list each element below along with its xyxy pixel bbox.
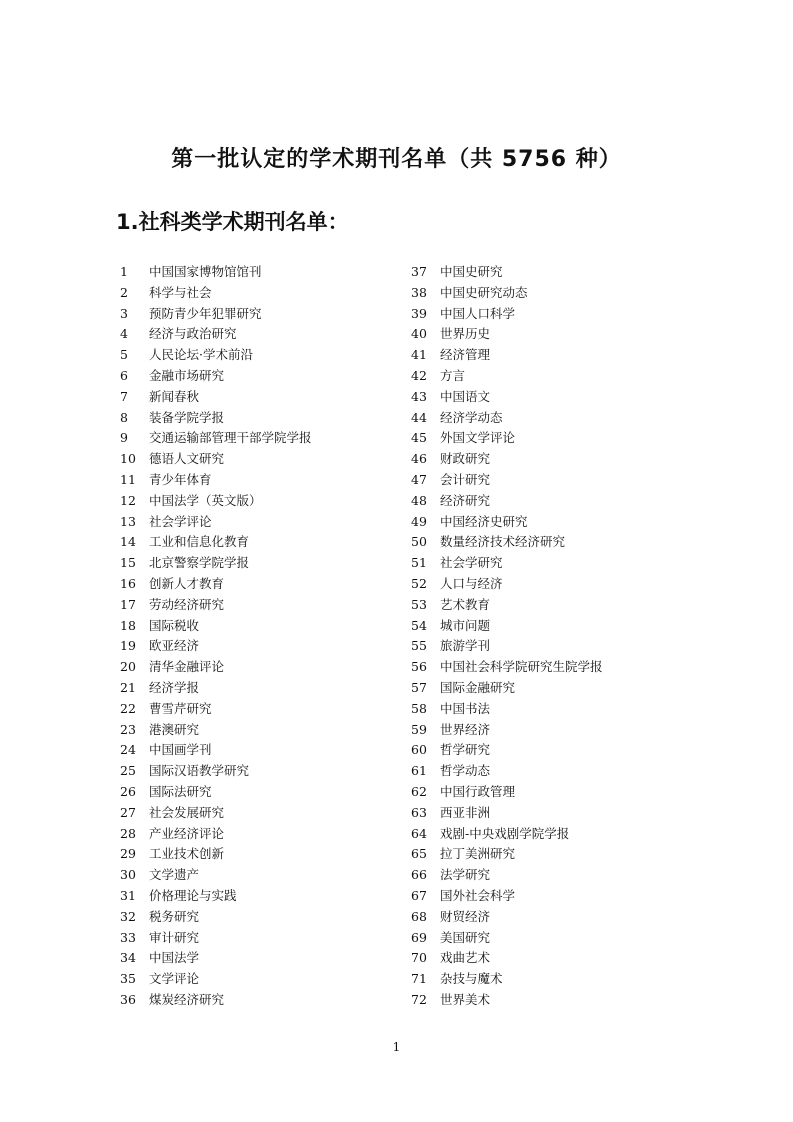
- journal-row: [120, 366, 312, 387]
- journal-number: 2: [120, 284, 128, 300]
- journal-number: 6: [120, 367, 128, 383]
- journal-name: 金融市场研究: [149, 367, 225, 383]
- journal-number: 8: [120, 409, 128, 425]
- journal-number: 61: [411, 763, 427, 779]
- journal-name: 北京警察学院学报: [149, 555, 250, 571]
- journal-row: [120, 990, 312, 1011]
- journal-number: 14: [120, 534, 136, 550]
- journal-name: 清华金融评论: [149, 659, 225, 675]
- journal-row: [411, 262, 603, 283]
- journal-name: 创新人才教育: [149, 575, 225, 591]
- journal-number: 29: [120, 846, 136, 862]
- journal-number: 58: [411, 700, 427, 716]
- journal-name: 装备学院学报: [149, 409, 225, 425]
- journal-row: [411, 283, 603, 304]
- journal-name: 文学遗产: [149, 867, 200, 883]
- journal-name: 欧亚经济: [149, 638, 200, 654]
- journal-name: 杂技与魔术: [440, 971, 503, 987]
- journal-number: 36: [120, 991, 136, 1007]
- journal-row: [411, 553, 603, 574]
- journal-name: 经济管理: [440, 347, 491, 363]
- journal-number: 12: [120, 492, 136, 508]
- journal-number: 69: [411, 929, 427, 945]
- journal-row: [411, 491, 603, 512]
- journal-number: 31: [120, 887, 136, 903]
- journal-number: 66: [411, 867, 427, 883]
- journal-row: [411, 990, 603, 1011]
- journal-number: 43: [411, 388, 427, 404]
- journal-row: [411, 512, 603, 533]
- journal-row: [411, 345, 603, 366]
- journal-row: [120, 304, 312, 325]
- journal-name: 中国国家博物馆馆刊: [149, 264, 262, 279]
- journal-number: 33: [120, 929, 136, 945]
- journal-row: [411, 782, 603, 803]
- journal-row: [411, 824, 603, 845]
- journal-row: [120, 699, 312, 720]
- journal-row: [120, 844, 312, 865]
- journal-row: [120, 678, 312, 699]
- journal-number: 59: [411, 721, 427, 737]
- journal-name: 国际汉语教学研究: [149, 763, 250, 779]
- journal-row: [411, 928, 603, 949]
- journal-number: 28: [120, 825, 136, 841]
- journal-name: 社会学评论: [149, 513, 212, 529]
- journal-name: 中国法学: [149, 950, 200, 966]
- journal-number: 3: [120, 305, 128, 321]
- journal-row: [411, 657, 603, 678]
- journal-row: [120, 324, 312, 345]
- journal-row: [411, 387, 603, 408]
- journal-name: 国外社会科学: [440, 887, 516, 903]
- journal-row: [120, 553, 312, 574]
- journal-name: 哲学研究: [440, 742, 491, 758]
- journal-row: [120, 824, 312, 845]
- journal-row: [120, 782, 312, 803]
- journal-number: 7: [120, 388, 128, 404]
- journal-row: [411, 886, 603, 907]
- journal-name: 新闻春秋: [149, 388, 200, 404]
- journal-name: 外国文学评论: [440, 430, 516, 446]
- journal-number: 30: [120, 867, 136, 883]
- journal-row: [120, 595, 312, 616]
- journal-name: 世界美术: [440, 991, 491, 1007]
- journal-number: 40: [411, 326, 427, 342]
- journal-row: [411, 595, 603, 616]
- journal-number: 27: [120, 804, 136, 820]
- journal-number: 48: [411, 492, 427, 508]
- journal-row: [120, 740, 312, 761]
- journal-number: 23: [120, 721, 136, 737]
- journal-number: 18: [120, 617, 136, 633]
- journal-name: 中国语文: [440, 388, 491, 404]
- journal-name: 中国书法: [440, 700, 491, 716]
- journal-number: 13: [120, 513, 136, 529]
- journal-row: [411, 948, 603, 969]
- journal-row: [411, 470, 603, 491]
- journal-number: 4: [120, 326, 128, 342]
- journal-row: [120, 345, 312, 366]
- journal-row: [120, 532, 312, 553]
- journal-name: 财贸经济: [440, 908, 491, 924]
- journal-row: [411, 720, 603, 741]
- journal-name: 德语人文研究: [149, 451, 225, 467]
- journal-number: 51: [411, 555, 427, 571]
- journal-row: [411, 636, 603, 657]
- journal-row: [120, 761, 312, 782]
- journal-name: 国际税收: [149, 617, 200, 633]
- journal-name: 工业和信息化教育: [149, 534, 250, 550]
- journal-number: 32: [120, 908, 136, 924]
- journal-number: 52: [411, 575, 427, 591]
- journal-number: 65: [411, 846, 427, 862]
- journal-number: 45: [411, 430, 427, 446]
- journal-name: 审计研究: [149, 929, 200, 945]
- journal-row: [411, 761, 603, 782]
- journal-row: [120, 948, 312, 969]
- journal-row: [120, 512, 312, 533]
- journal-name: 人民论坛·学术前沿: [149, 347, 253, 363]
- journal-row: [120, 720, 312, 741]
- journal-number: 56: [411, 659, 427, 675]
- journal-row: [120, 470, 312, 491]
- journal-row: [411, 428, 603, 449]
- journal-number: 62: [411, 783, 427, 799]
- journal-number: 47: [411, 471, 427, 487]
- journal-name: 方言: [440, 367, 466, 383]
- journal-number: 50: [411, 534, 427, 550]
- journal-row: [411, 740, 603, 761]
- journal-number: 9: [120, 430, 128, 446]
- journal-name: 经济学报: [149, 679, 200, 695]
- journal-name: 中国史研究: [440, 264, 503, 279]
- journal-number: 72: [411, 991, 427, 1007]
- journal-name: 中国画学刊: [149, 742, 212, 758]
- journal-number: 54: [411, 617, 427, 633]
- journal-row: [411, 803, 603, 824]
- journal-row: [411, 304, 603, 325]
- journal-number: 24: [120, 742, 136, 758]
- journal-name: 社会学研究: [440, 555, 503, 571]
- journal-number: 17: [120, 596, 136, 612]
- page-title: 第一批认定的学术期刊名单（共 5756 种）: [171, 147, 622, 172]
- journal-name: 工业技术创新: [149, 846, 225, 862]
- journal-name: 产业经济评论: [149, 825, 225, 841]
- journal-name: 哲学动态: [440, 763, 491, 779]
- journal-row: [411, 449, 603, 470]
- journal-number: 34: [120, 950, 136, 966]
- journal-name: 旅游学刊: [440, 638, 491, 654]
- journal-number: 64: [411, 825, 427, 841]
- journal-row: [120, 886, 312, 907]
- journal-list-right: [411, 262, 603, 1011]
- journal-name: 中国经济史研究: [440, 513, 528, 529]
- journal-number: 5: [120, 347, 128, 363]
- journal-number: 44: [411, 409, 427, 425]
- journal-name: 劳动经济研究: [149, 596, 225, 612]
- journal-row: [120, 907, 312, 928]
- section-heading: 1.社科类学术期刊名单：: [116, 210, 349, 234]
- journal-name: 城市问题: [440, 617, 491, 633]
- journal-name: 会计研究: [440, 471, 491, 487]
- journal-list-left: [120, 262, 312, 1011]
- journal-name: 港澳研究: [149, 721, 200, 737]
- journal-name: 文学评论: [149, 971, 200, 987]
- journal-name: 国际金融研究: [440, 679, 516, 695]
- journal-name: 法学研究: [440, 867, 491, 883]
- journal-number: 16: [120, 575, 136, 591]
- journal-row: [120, 574, 312, 595]
- journal-name: 财政研究: [440, 451, 491, 467]
- journal-number: 42: [411, 367, 427, 383]
- journal-name: 科学与社会: [149, 284, 212, 300]
- journal-name: 拉丁美洲研究: [440, 846, 516, 862]
- journal-row: [411, 699, 603, 720]
- journal-number: 15: [120, 555, 136, 571]
- journal-name: 人口与经济: [440, 575, 503, 591]
- journal-number: 1: [120, 264, 128, 279]
- journal-number: 70: [411, 950, 427, 966]
- journal-number: 60: [411, 742, 427, 758]
- journal-row: [120, 928, 312, 949]
- journal-name: 中国社会科学院研究生院学报: [440, 659, 603, 675]
- journal-name: 经济学动态: [440, 409, 503, 425]
- journal-name: 交通运输部管理干部学院学报: [149, 430, 312, 446]
- journal-row: [411, 366, 603, 387]
- journal-row: [411, 616, 603, 637]
- journal-name: 煤炭经济研究: [149, 991, 225, 1007]
- journal-name: 数量经济技术经济研究: [440, 534, 566, 550]
- journal-number: 68: [411, 908, 427, 924]
- journal-row: [120, 283, 312, 304]
- journal-number: 71: [411, 971, 427, 987]
- journal-row: [120, 491, 312, 512]
- journal-number: 57: [411, 679, 427, 695]
- journal-number: 49: [411, 513, 427, 529]
- journal-name: 西亚非洲: [440, 804, 491, 820]
- journal-name: 预防青少年犯罪研究: [149, 305, 262, 321]
- journal-name: 社会发展研究: [149, 804, 225, 820]
- journal-name: 美国研究: [440, 929, 491, 945]
- journal-name: 价格理论与实践: [149, 887, 237, 903]
- journal-row: [120, 616, 312, 637]
- journal-name: 青少年体育: [149, 471, 212, 487]
- journal-row: [411, 532, 603, 553]
- journal-number: 35: [120, 971, 136, 987]
- journal-row: [120, 262, 312, 283]
- journal-row: [120, 657, 312, 678]
- journal-row: [120, 636, 312, 657]
- journal-number: 67: [411, 887, 427, 903]
- journal-row: [120, 428, 312, 449]
- journal-number: 37: [411, 264, 427, 279]
- journal-number: 25: [120, 763, 136, 779]
- journal-row: [411, 324, 603, 345]
- journal-row: [411, 969, 603, 990]
- journal-number: 53: [411, 596, 427, 612]
- journal-row: [120, 803, 312, 824]
- journal-name: 税务研究: [149, 908, 200, 924]
- journal-row: [120, 449, 312, 470]
- journal-name: 中国人口科学: [440, 305, 516, 321]
- journal-number: 20: [120, 659, 136, 675]
- journal-name: 中国史研究动态: [440, 284, 528, 300]
- journal-name: 戏曲艺术: [440, 950, 491, 966]
- journal-row: [411, 844, 603, 865]
- page-number: 1: [392, 1040, 401, 1054]
- journal-name: 世界经济: [440, 721, 491, 737]
- journal-row: [411, 574, 603, 595]
- journal-name: 经济研究: [440, 492, 491, 508]
- journal-row: [120, 408, 312, 429]
- journal-number: 19: [120, 638, 136, 654]
- journal-row: [411, 907, 603, 928]
- journal-name: 中国法学（英文版）: [149, 492, 262, 508]
- journal-number: 10: [120, 451, 136, 467]
- journal-row: [411, 678, 603, 699]
- journal-number: 11: [120, 471, 136, 487]
- journal-name: 国际法研究: [149, 783, 212, 799]
- journal-name: 中国行政管理: [440, 783, 516, 799]
- journal-number: 22: [120, 700, 136, 716]
- journal-number: 21: [120, 679, 136, 695]
- journal-row: [120, 865, 312, 886]
- journal-row: [411, 865, 603, 886]
- journal-number: 41: [411, 347, 427, 363]
- journal-name: 世界历史: [440, 326, 491, 342]
- journal-row: [411, 408, 603, 429]
- journal-number: 38: [411, 284, 427, 300]
- journal-name: 经济与政治研究: [149, 326, 237, 342]
- journal-row: [120, 969, 312, 990]
- journal-number: 55: [411, 638, 427, 654]
- journal-number: 46: [411, 451, 427, 467]
- journal-number: 63: [411, 804, 427, 820]
- journal-name: 曹雪芹研究: [149, 700, 212, 716]
- journal-number: 26: [120, 783, 136, 799]
- journal-name: 戏剧-中央戏剧学院学报: [440, 825, 570, 841]
- journal-number: 39: [411, 305, 427, 321]
- journal-name: 艺术教育: [440, 596, 491, 612]
- journal-row: [120, 387, 312, 408]
